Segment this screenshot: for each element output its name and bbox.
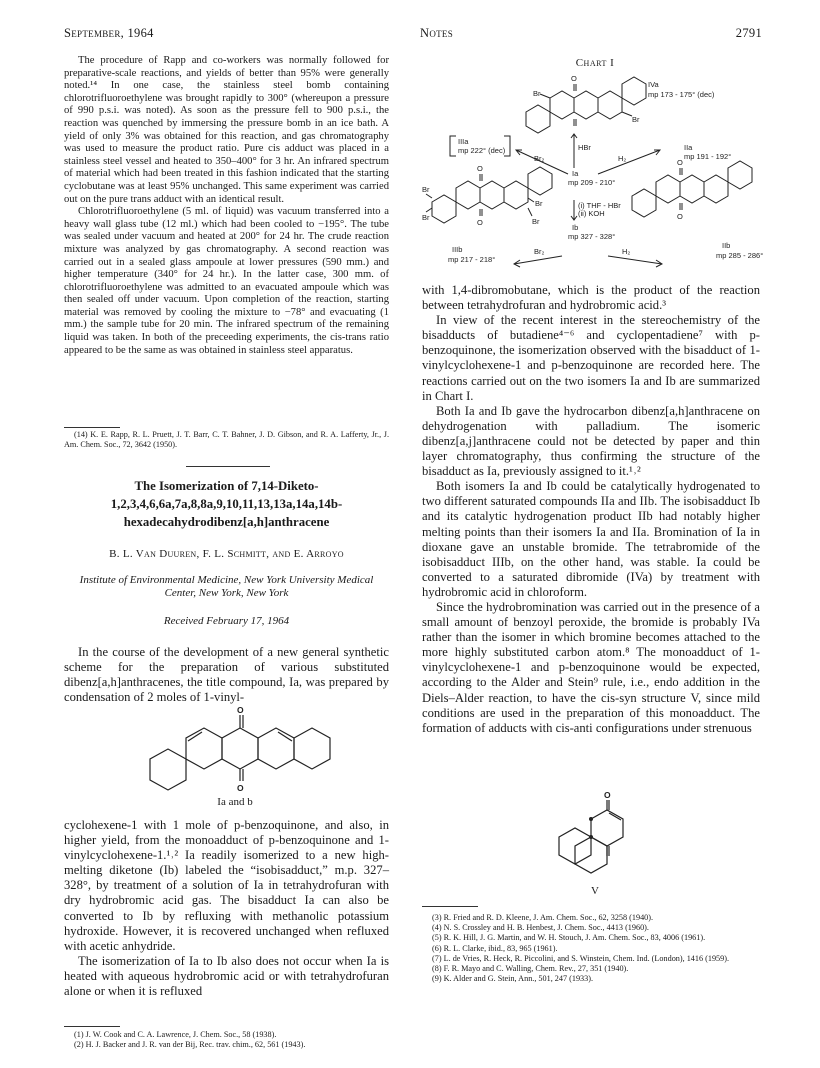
chart-label-Br: Br: [632, 115, 640, 124]
chart-label-Br: Br: [422, 213, 430, 222]
chart-label-H2: H₂: [618, 154, 627, 163]
chart-label-step-ii: (ii) KOH: [578, 209, 605, 218]
footnote: (5) R. K. Hill, J. G. Martin, and W. H. Stouch, J. Am. Chem. Soc., 83, 4006 (1961).: [432, 933, 706, 943]
paragraph: The procedure of Rapp and co-workers was normally followed for preparative-scale reactions, and yields of better than 95% were generally noted.¹⁴ In one case, the stainless steel bomb containing chlorotrifluoroethylene was brought rapidly to 300° (whereupon a pressure of 990 p.s.i. was noted). As soon as the pressure fell to 900 p.s.i., the reaction was quenched by immersing the pressure bomb in an ice bath. A yield of only 3% was obtained for this reaction, and gas chromatography was used to measure the product ratio. Pure cis adduct was placed in a stainless steel vessel and heated to 350–400° for 3 hr. An infrared spectrum of material which had been treated in this fashion indicated that the starting cyclobutane was at least 95% unchanged. This same experiment was carried out on the pure trans adduct with an identical result.: [64, 55, 389, 205]
intro-paragraph: [64, 645, 389, 705]
chart-label-H2: H₂: [622, 247, 631, 256]
footnote: (8) F. R. Mayo and C. Walling, Chem. Rev., 27, 351 (1940).: [432, 964, 629, 974]
running-header-date: September, 1964: [64, 26, 154, 40]
paragraph: Both isomers Ia and Ib could be catalytically hydrogenated to two different saturated compounds IIa and IIb. The isobisadduct Ib and its catalytic hydrogenation product IIb had notably higher melting points than their isomers Ia and IIa. Bromination of Ia in dioxane gave an unstable bromide. The tetrabromide of the isobisadduct IIIb, on the other hand, was stable. Ia could be converted to a saturated dibromide (IVa) by treatment with hydrobromic acid in chloroform.: [422, 479, 760, 599]
chart-label-IVa-mp: mp 173 - 175° (dec): [648, 90, 715, 99]
footnote: (9) K. Alder and G. Stein, Ann., 501, 247 (1933).: [432, 974, 594, 984]
article-title-line: The Isomerization of 7,14-Diketo-: [134, 479, 319, 493]
chart-label-Ib: Ib: [572, 223, 579, 232]
chart-label-O: O: [571, 74, 577, 83]
footnotes-left: [64, 1030, 389, 1050]
institution: [64, 574, 389, 600]
chart-label-IIb: IIb: [722, 241, 731, 250]
institution-line: Center, New York, New York: [164, 587, 289, 599]
chart-label-Br: Br: [533, 89, 541, 98]
paragraph: In view of the recent interest in the stereochemistry of the bisadducts of butadiene⁴⁻⁶ and cyclopentadiene⁷ with p-benzoquinone, the isomerization observed with the bisadduct of 1-vinylcyclohexene-1 and p-benzoquinone are recorded here. The reactions carried out on the two isomers Ia and Ib are summarized in Chart I.: [422, 313, 760, 403]
structure-V-label: V: [591, 885, 599, 897]
chart-label-IIIb: IIIb: [452, 245, 463, 254]
chart-label-O: O: [477, 164, 483, 173]
page-number: 2791: [735, 26, 762, 40]
footnote: (7) L. de Vries, R. Heck, R. Piccolini, and S. Winstein, Chem. Ind. (London), 1416 (1959).: [432, 953, 729, 963]
footnote-divider: [64, 427, 120, 428]
paragraph: with 1,4-dibromobutane, which is the product of the reaction between tetrahydrofuran and hydrobromic acid.³: [422, 283, 760, 313]
chart-label-IIa: IIa: [684, 143, 693, 152]
footnote-divider: [64, 1026, 120, 1027]
paragraph: cyclohexene-1 with 1 mole of p-benzoquinone, and also, in higher yield, from the monoadduct of p-benzoquinone and 1-vinylcyclohexene-1.¹˒² Ia readily isomerized to a new high-melting diketone (Ib) labeled the “isobisadduct,” m.p. 327–328°, by treatment of a solution of Ia in tetrahydrofuran with dry hydrobromic acid gas. The bisadduct Ia can also be converted to Ib by refluxing with methanolic potassium hydroxide. However, it is recovered unchanged when refluxed with acetic anhydride.: [64, 818, 389, 953]
structure-V-diagram: [545, 790, 645, 883]
chart-label-Br: Br: [422, 185, 430, 194]
chart-label-Ia: Ia: [572, 169, 579, 178]
footnote: (2) H. J. Backer and J. R. van der Bij, Rec. trav. chim., 62, 561 (1943).: [74, 1040, 306, 1050]
authors: B. L. Van Duuren, F. L. Schmitt, and E. Arroyo: [109, 548, 344, 560]
chart-label-IIa-mp: mp 191 - 192°: [684, 152, 732, 161]
footnote: (1) J. W. Cook and C. A. Lawrence, J. Chem. Soc., 58 (1938).: [74, 1030, 277, 1039]
chart-label-step-i: (i) THF - HBr: [578, 201, 621, 210]
article-title-line: 1,2,3,4,6,6a,7a,8,8a,9,10,11,13,13a,14a,14b-: [110, 497, 343, 511]
chart-label-Br2: Br₂: [534, 247, 545, 256]
structure-I-label: Ia and b: [217, 796, 253, 808]
paragraph: Since the hydrobromination was carried out in the presence of a small amount of benzoyl peroxide, the bromide is probably IVa rather than the isomer in which bromine becomes attached to the more highly substituted carbon atom.⁸ The monoadduct of 1-vinylcyclohexene-1 and p-benzoquinone would be expected, according to the Alder and Stein⁹ rule, i.e., endo addition in the Diels–Alder reaction, to have the cis-syn structure V, since mild conditions are used in the preparation of this monoadduct. The formation of adducts with cis-anti configurations under strenuous: [422, 599, 760, 735]
paragraph: In the course of the development of a new general synthetic scheme for the preparation of various substituted dibenz[a,h]anthracenes, the title compound, Ia, was prepared by condensation of 2 moles of 1-vinyl-: [64, 645, 389, 705]
structure-I-diagram: [140, 705, 340, 805]
footnote: (4) N. S. Crossley and H. B. Henbest, J. Chem. Soc., 4413 (1960).: [432, 923, 649, 933]
left-top-text: [64, 55, 389, 357]
chart-label-Br: Br: [535, 199, 543, 208]
footnote: (14) K. E. Rapp, R. L. Pruett, J. T. Barr, C. T. Bahner, J. D. Gibson, and R. A. Lafferty, Jr., J. Am. Chem. Soc., 72, 3642 (1950).: [64, 430, 389, 450]
footnotes-right: [422, 913, 760, 984]
section-divider: [186, 466, 270, 467]
footnote-divider: [422, 906, 478, 907]
chart-label-IIIa-mp: mp 222° (dec): [458, 146, 506, 155]
institution-line: Institute of Environmental Medicine, New York University Medical: [79, 574, 374, 586]
footnote: (3) R. Fried and R. D. Kleene, J. Am. Chem. Soc., 62, 3258 (1940).: [432, 913, 654, 922]
chart-label-Ia-mp: mp 209 - 210°: [568, 178, 616, 187]
running-header-section: Notes: [420, 26, 454, 40]
footnote-14-block: [64, 430, 389, 450]
chart-label-IIIb-mp: mp 217 - 218°: [448, 255, 496, 264]
chart-label-IVa: IVa: [648, 80, 659, 89]
paragraph: The isomerization of Ia to Ib also does not occur when Ia is heated with aqueous hydrobromic acid or with tetrahydrofuran alone or when it is refluxed: [64, 953, 389, 999]
chart-label-HBr: HBr: [578, 143, 591, 152]
footnote: (6) R. L. Clarke, ibid., 83, 965 (1961).: [432, 943, 558, 953]
article-title-line: hexadecahydrodibenz[a,h]anthracene: [123, 515, 330, 529]
chart-I-diagram: [422, 70, 762, 280]
oxygen-label: O: [237, 783, 244, 793]
chart-label-O: O: [677, 212, 683, 221]
chart-label-Ib-mp: mp 327 - 328°: [568, 232, 616, 241]
paragraph: Chlorotrifluoroethylene (5 ml. of liquid) was vacuum transferred into a heavy wall glass tube (12 ml.) which had been cooled to −195°. The tube was sealed under vacuum and heated at 200° for 24 hr. The crude reaction mixture was analyzed by gas chromatography. A second reaction was carried out in a sealed glass ampoule at lower pressures (590 mm.) and higher temperature (340° for 24 hr.). In the latter case, 300 mm. of chlorotrifluoroethylene was admitted to an evacuated ampoule which was then sealed off under vacuum. Upon completion of the reaction, starting material was removed by cooling the mixture to −78° and evacuating (1 mm.) the sample tube for 20 min. The infrared spectrum of the remaining liquid was taken. In both of the preceeding experiments, the cis-trans ratio appeared to be the same as was obtained in stainless steel apparatus.: [64, 206, 389, 356]
oxygen-label: O: [237, 705, 244, 715]
received-date: Received February 17, 1964: [163, 615, 290, 627]
chart-label-O: O: [477, 218, 483, 227]
chart-label-IIb-mp: mp 285 - 286°: [716, 251, 764, 260]
oxygen-label: O: [604, 790, 611, 800]
article-title: [64, 477, 389, 531]
chart-title: Chart I: [575, 57, 615, 69]
chart-label-Br: Br: [532, 217, 540, 226]
chart-label-IIIa: IIIa: [458, 137, 469, 146]
chart-label-Br2: Br₂: [534, 154, 545, 163]
right-column-text: [422, 283, 760, 736]
left-bottom-text: [64, 818, 389, 999]
chart-label-O: O: [677, 158, 683, 167]
paragraph: Both Ia and Ib gave the hydrocarbon dibenz[a,h]anthracene on dehydrogenation with palladium. The isomeric dibenz[a,j]anthracene could not be detected by paper and thin layer chromatography, thus confirming the structure of the bisadduct as Ia, previously assigned to it.¹˒²: [422, 403, 760, 479]
